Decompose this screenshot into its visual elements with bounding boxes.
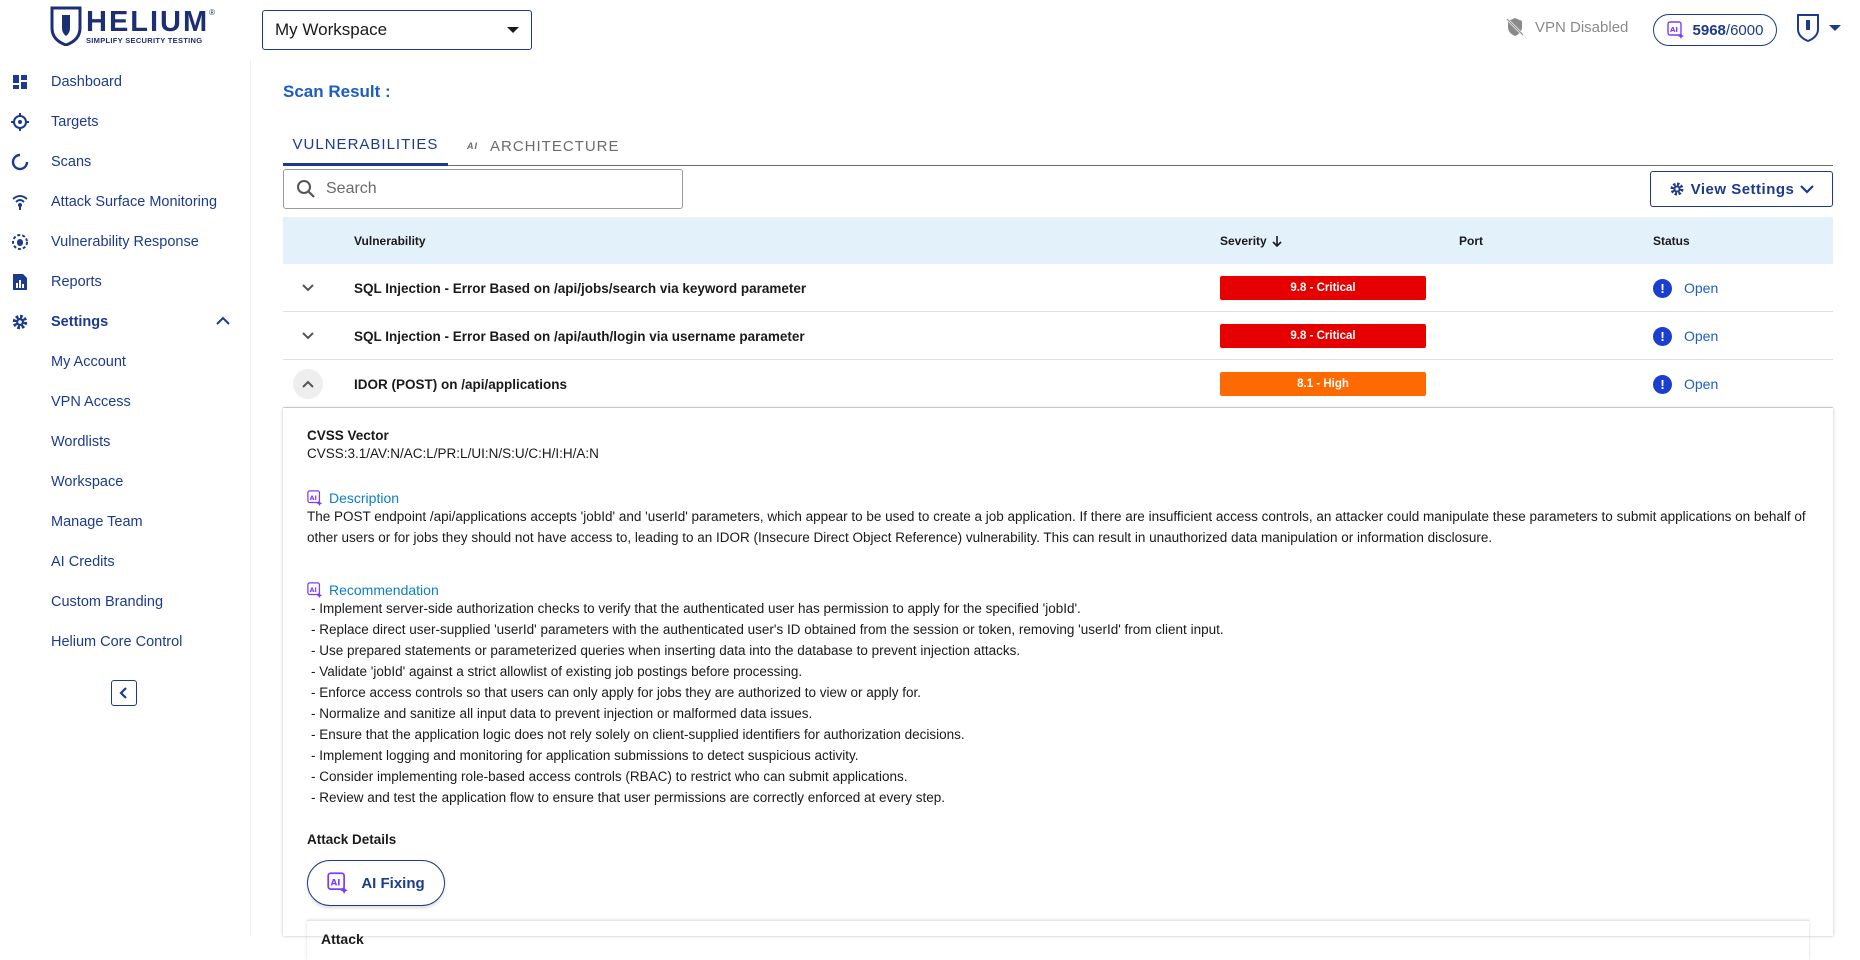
attack-card [307, 920, 1809, 960]
attack-card-label: Attack [321, 931, 364, 947]
status-open[interactable] [1653, 312, 1718, 360]
column-header-label: Severity [1220, 233, 1267, 248]
caret-down-icon [1829, 25, 1841, 31]
sidebar-subitem-wordlists[interactable] [0, 424, 250, 460]
column-header-port[interactable]: Port [1459, 233, 1483, 248]
description-heading [307, 490, 1807, 506]
sidebar-item-label: Dashboard [51, 74, 122, 90]
caret-down-icon [507, 27, 519, 33]
svg-text:AI: AI [1669, 26, 1678, 34]
vulnerability-name[interactable]: SQL Injection - Error Based on /api/auth/login via username parameter [354, 328, 805, 344]
chevron-down-icon [301, 283, 315, 293]
recommendation-item: - Implement server-side authorization checks to verify that the authenticated user has permission to apply for the specified 'jobId'. [311, 601, 1081, 616]
vulnerability-details-panel [283, 408, 1833, 947]
status-label: Open [1684, 280, 1719, 296]
workspace-select[interactable] [262, 10, 532, 50]
sidebar-item-dashboard[interactable] [0, 64, 250, 100]
column-header-vulnerability[interactable]: Vulnerability [354, 233, 426, 248]
alert-icon: ! [1653, 279, 1672, 298]
sidebar-item-label: Targets [51, 114, 99, 130]
bug-icon [11, 233, 29, 251]
severity-badge: 9.8 - Critical [1220, 276, 1426, 300]
main-content [283, 60, 1833, 947]
severity-badge: 8.1 - High [1220, 372, 1426, 396]
ai-badge-icon: AI [467, 141, 478, 151]
status-label: Open [1684, 328, 1719, 344]
sidebar-item-attack-surface-monitoring[interactable] [0, 184, 250, 220]
sidebar-subitem-vpn-access[interactable] [0, 384, 250, 420]
workspace-select-value: My Workspace [275, 20, 388, 39]
helium-logo[interactable] [50, 6, 215, 46]
sidebar-subitem-helium-core-control[interactable] [0, 624, 250, 660]
vulnerability-name[interactable]: SQL Injection - Error Based on /api/jobs/search via keyword parameter [354, 280, 807, 296]
sidebar-subitem-label: Custom Branding [51, 594, 164, 610]
tab-bar [283, 126, 1833, 166]
sidebar-item-scans[interactable] [0, 144, 250, 180]
sidebar-subitem-label: Manage Team [51, 514, 143, 530]
sidebar-item-label: Settings [51, 314, 109, 330]
sidebar-subitem-workspace[interactable] [0, 464, 250, 500]
chevron-left-icon [119, 687, 129, 699]
svg-text:AI: AI [309, 586, 317, 594]
expand-row-button[interactable] [293, 321, 323, 351]
sidebar-subitem-label: VPN Access [51, 394, 131, 410]
sidebar [0, 60, 250, 936]
chevron-up-icon[interactable] [216, 316, 230, 326]
collapse-sidebar-button[interactable] [111, 680, 137, 706]
alert-icon: ! [1653, 375, 1672, 394]
recommendation-item: - Ensure that the application logic does not rely solely on client-supplied identifiers for authorization decisions. [311, 727, 965, 742]
recommendation-item: - Use prepared statements or parameterized queries when inserting data into the database to prevent injection attacks. [311, 643, 1021, 658]
sidebar-item-targets[interactable] [0, 104, 250, 140]
sidebar-item-label: Reports [51, 274, 102, 290]
tab-label: VULNERABILITIES [292, 136, 439, 153]
status-open[interactable] [1653, 264, 1718, 312]
column-header-status[interactable]: Status [1653, 233, 1690, 248]
vulnerability-name[interactable]: IDOR (POST) on /api/applications [354, 376, 568, 392]
recommendation-item: - Review and test the application flow to ensure that user permissions are correctly enforced at every step. [311, 790, 946, 805]
sidebar-subitem-label: AI Credits [51, 554, 115, 570]
vpn-status [1505, 17, 1628, 37]
radar-icon [11, 193, 29, 211]
credits-used: 5968 [1692, 21, 1726, 39]
brand-name: HELIUM [86, 5, 210, 38]
sidebar-subitem-my-account[interactable] [0, 344, 250, 380]
gear-icon [11, 313, 29, 331]
credits-total: /6000 [1725, 21, 1764, 39]
recommendation-item: - Replace direct user-supplied 'userId' parameters with the authenticated user's ID obtained from the session or token, removing 'userId' from client input. [311, 622, 1224, 637]
sidebar-subitem-custom-branding[interactable] [0, 584, 250, 620]
sidebar-item-settings[interactable] [0, 304, 250, 340]
sidebar-subitem-label: Wordlists [51, 434, 111, 450]
collapse-row-button[interactable] [293, 369, 323, 399]
ai-sparkle-icon [307, 490, 323, 506]
tab-architecture[interactable] [467, 126, 620, 166]
view-settings-button[interactable] [1650, 171, 1833, 207]
sidebar-subitem-label: My Account [51, 354, 126, 370]
attack-details-label: Attack Details [307, 832, 397, 847]
ai-sparkle-icon [327, 872, 349, 894]
sidebar-subitem-ai-credits[interactable] [0, 544, 250, 580]
table-row[interactable] [283, 312, 1833, 360]
recommendation-item: - Consider implementing role-based access controls (RBAC) to restrict who can submit applications. [311, 769, 908, 784]
view-settings-label: View Settings [1690, 180, 1795, 198]
alert-icon: ! [1653, 327, 1672, 346]
gear-icon [1669, 181, 1685, 197]
ai-credits-badge[interactable] [1653, 14, 1777, 46]
search-icon [296, 179, 316, 199]
dashboard-icon [11, 73, 29, 91]
shield-off-icon [1505, 17, 1525, 37]
ai-fixing-label: AI Fixing [361, 874, 425, 892]
brand-registered-mark: ® [209, 7, 216, 17]
recommendation-item: - Enforce access controls so that users can only apply for jobs they are authorized to view or apply for. [311, 685, 922, 700]
sidebar-item-reports[interactable] [0, 264, 250, 300]
tab-vulnerabilities[interactable] [283, 126, 448, 166]
recommendation-heading [307, 582, 1807, 598]
sidebar-item-vulnerability-response[interactable] [0, 224, 250, 260]
target-icon [11, 113, 29, 131]
status-open[interactable] [1653, 360, 1718, 408]
user-shield-icon [1797, 14, 1819, 42]
cvss-vector-value: CVSS:3.1/AV:N/AC:L/PR:L/UI:N/S:U/C:H/I:H/A:N [307, 446, 599, 461]
report-icon [11, 273, 29, 291]
recommendation-label: Recommendation [329, 582, 439, 598]
page-title: Scan Result : [283, 82, 391, 101]
ai-fixing-button[interactable] [307, 860, 445, 906]
shield-logo-icon [50, 6, 82, 46]
status-label: Open [1684, 376, 1719, 392]
table-row-expanded[interactable] [283, 360, 1833, 408]
chevron-down-icon [301, 331, 315, 341]
brand-tagline: SIMPLIFY SECURITY TESTING [86, 35, 203, 45]
sidebar-subitem-label: Workspace [51, 474, 124, 490]
top-header [0, 0, 1860, 60]
search-box [283, 169, 683, 209]
sidebar-item-label: Scans [51, 154, 92, 170]
sidebar-subitem-manage-team[interactable] [0, 504, 250, 540]
column-header-severity[interactable] [1220, 217, 1283, 264]
sidebar-subitem-label: Helium Core Control [51, 634, 183, 650]
svg-text:AI: AI [309, 494, 317, 502]
chevron-down-icon [1800, 184, 1814, 194]
svg-text:AI: AI [330, 878, 341, 889]
description-text: The POST endpoint /api/applications accepts 'jobId' and 'userId' parameters, which appear to be used to create a job application. If there are insufficient access controls, an attacker could manipulate these parameters to submit applications on behalf of other users or for jobs they should not have access to, leading to an IDOR (Insecure Direct Object Reference) vulnerability. This can result in unauthorized data manipulation or information disclosure. [307, 509, 1806, 545]
search-input[interactable] [326, 180, 666, 198]
recommendation-item: - Normalize and sanitize all input data to prevent injection or malformed data issues. [311, 706, 813, 721]
table-row[interactable] [283, 264, 1833, 312]
recommendation-item: - Validate 'jobId' against a strict allowlist of existing job postings before processing. [311, 664, 803, 679]
ai-sparkle-icon [1667, 21, 1685, 39]
expand-row-button[interactable] [293, 273, 323, 303]
scan-icon [11, 153, 29, 171]
severity-badge: 9.8 - Critical [1220, 324, 1426, 348]
description-label: Description [329, 490, 400, 506]
chevron-up-icon [301, 379, 315, 389]
vpn-status-label: VPN Disabled [1535, 18, 1629, 36]
cvss-vector-label: CVSS Vector [307, 428, 389, 443]
arrow-down-icon [1271, 235, 1283, 247]
ai-sparkle-icon [307, 582, 323, 598]
recommendation-item: - Implement logging and monitoring for application submissions to detect suspicious activity. [311, 748, 859, 763]
sidebar-item-label: Attack Surface Monitoring [51, 194, 218, 210]
table-header [283, 217, 1833, 264]
sidebar-item-label: Vulnerability Response [51, 234, 199, 250]
tab-label: ARCHITECTURE [490, 137, 620, 155]
user-menu[interactable] [1797, 14, 1841, 42]
